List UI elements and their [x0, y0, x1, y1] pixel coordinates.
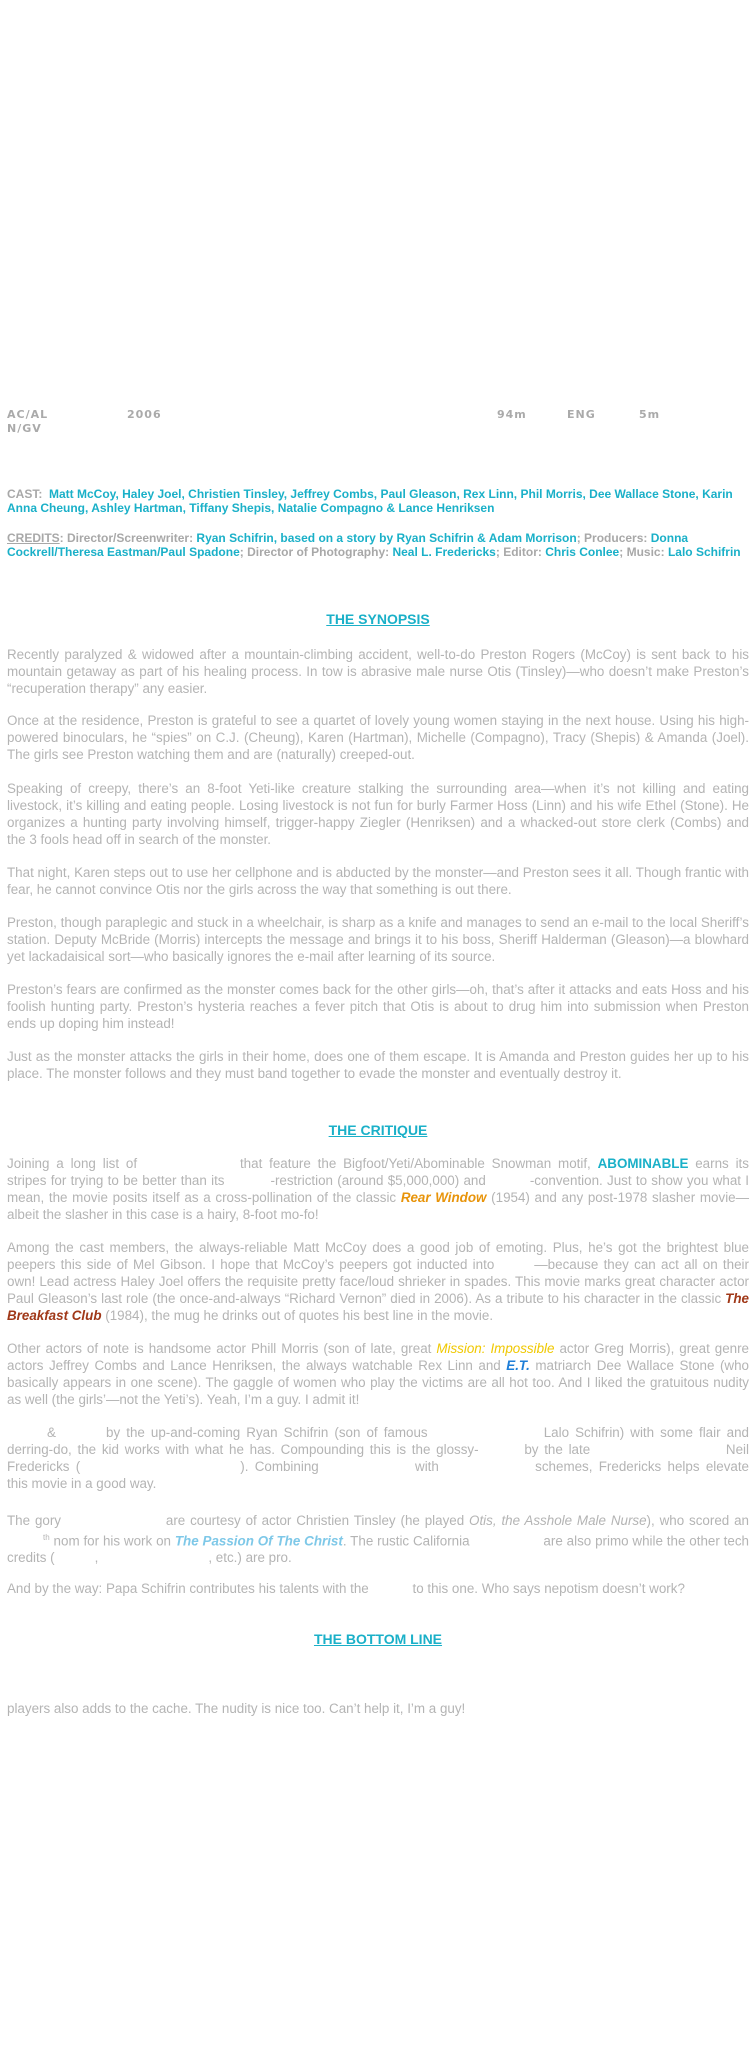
film-title-et: E.T.: [506, 1358, 530, 1373]
music-value: Lalo Schifrin: [667, 545, 741, 559]
language-label: ENG: [567, 408, 596, 421]
critique-paragraph: Other actors of note is handsome actor Phill Morris (son of late, great Mission: Impossible actor Greg Morris), great genre actors Jeffrey Combs and Lance Henriksen, the always watchable Rex Linn and E.T. matriarch Dee Wallace Stone (who basically appears in one scene). The gaggle of women who play the victims are all hot too. And I liked the gratuitous nudity as well (the girls’—not the Yeti’s). Yeah, I’m a guy. I admit it!: [7, 1341, 750, 1407]
synopsis-heading: THE SYNOPSIS: [326, 611, 430, 627]
critique-paragraph: The gory are courtesy of actor Christien Tinsley (he played Otis, the Asshole Male Nurse), who scored $an^{th}$ nom for his work on The Passion Of The Christ. The rustic California are also primo while the other tech credits ( , , etc.) are pro.: [7, 1513, 749, 1566]
bottom-line-paragraph: players also adds to the cache. The nudity is nice too. Can’t help it, I’m a guy!: [7, 1701, 466, 1716]
critique-heading: THE CRITIQUE: [328, 1122, 428, 1138]
director-label: Director/Screenwriter:: [67, 531, 194, 545]
year-label: 2006: [127, 408, 162, 421]
editor-label: Editor:: [503, 545, 542, 559]
runtime-label: 94m: [497, 408, 527, 421]
bottom-line-heading: THE BOTTOM LINE: [313, 1631, 443, 1647]
synopsis-paragraph: Preston’s fears are confirmed as the monster comes back for the other girls—oh, that’s after it attacks and eats Hoss and his foolish hunting party. Preston’s hysteria reaches a fever pitch that Otis is about to drug him into submission when Preston ends up doping him instead!: [7, 982, 749, 1031]
critique-paragraph: & by the up-and-coming Ryan Schifrin (son of famous Lalo Schifrin) with some flair and derring-do, the kid works with what he has. Compounding this is the glossy- by the late Neil Fredericks ( ). Combining with schemes, Fredericks helps elevate this movie in a good way.: [7, 1425, 749, 1491]
synopsis-paragraph: Speaking of creepy, there’s an 8-foot Yeti-like creature stalking the surrounding area—when it’s not killing and eating livestock, it’s killing and eating people. Losing livestock is not fun for burly Farmer Hoss (Linn) and his wife Ethel (Stone). He organizes a hunting party involving himself, trigger-happy Ziegler (Henriksen) and a whacked-out store clerk (Combs) and the 3 fools head off in search of the monster.: [7, 781, 749, 847]
rating-label: AC/AL: [7, 408, 49, 421]
credits-block: CREDITS: Director/Screenwriter: Ryan Schifrin, based on a story by Ryan Schifrin & Adam Morrison; Producers: Donna Cockrell/Theresa Eastman/Paul Spadone; Director of Photography: Neal L. Fredericks; Editor: Chris Conlee; Music: Lalo Schifrin: [7, 531, 741, 559]
film-title-breakfast-club: The Breakfast Club: [7, 1291, 749, 1323]
music-label: Music:: [626, 545, 665, 559]
film-title-rear-window: Rear Window: [400, 1190, 487, 1205]
rating-sub-label: N/GV: [7, 422, 42, 435]
synopsis-paragraph: Preston, though paraplegic and stuck in a wheelchair, is sharp as a knife and manages to send an e-mail to the local Sheriff’s station. Deputy McBride (Morris) intercepts the message and brings it to his boss, Sheriff Halderman (Gleason)—a blowhard yet lackadaisical sort—who basically ignores the e-mail after learning of its source.: [7, 915, 749, 964]
movie-meta-bar: [7, 408, 749, 448]
synopsis-paragraph: That night, Karen steps out to use her cellphone and is abducted by the monster—and Preston sees it all. Though frantic with fear, he cannot convince Otis nor the girls across the way that something is out there.: [7, 865, 749, 897]
film-title-mission-impossible: Mission: Impossible: [436, 1341, 555, 1356]
critique-paragraph: Among the cast members, the always-reliable Matt McCoy does a good job of emoting. Plus, he’s got the brightest blue peepers this side of Mel Gibson. I hope that McCoy’s peepers got inducted into —because they can act all on their own! Lead actress Haley Joel offers the requisite pretty face/loud shrieker in spades. This movie marks great character actor Paul Gleason’s last role (the once-and-always “Richard Vernon” died in 2006). As a tribute to his character in the classic The Breakfast Club (1984), the mug he drinks out of quotes his best line in the movie.: [7, 1240, 749, 1323]
producers-label: Producers:: [584, 531, 648, 545]
film-title-passion-of-the-christ: The Passion Of The Christ: [174, 1533, 343, 1549]
critique-paragraph: Joining a long list of that feature the Bigfoot/Yeti/Abominable Snowman motif, ABOMINABLE earns its stripes for trying to be better than its -restriction (around $5,000,000) and -convention. Just to show you what I mean, the movie posits itself as a cross-pollination of the classic Rear Window (1954) and any post-1978 slasher movie—albeit the slasher in this case is a hairy, 8-foot mo-fo!: [7, 1156, 750, 1222]
cast-block: [7, 487, 749, 515]
dop-label: Director of Photography:: [247, 545, 390, 559]
synopsis-paragraph: Recently paralyzed & widowed after a mountain-climbing accident, well-to-do Preston Rogers (McCoy) is sent back to his mountain getaway as part of his healing process. In tow is abrasive male nurse Otis (Tinsley)—who doesn’t make Preston’s “recuperation therapy” any easier.: [7, 647, 749, 696]
dop-value: Neal L. Fredericks: [392, 545, 496, 559]
film-title-abominable: ABOMINABLE: [597, 1156, 689, 1171]
cast-names: Matt McCoy, Haley Joel, Christien Tinsley, Jeffrey Combs, Paul Gleason, Rex Linn, Phil Morris, Dee Wallace Stone, Karin Anna Cheung, Ashley Hartman, Tiffany Shepis, Natalie Compagno & Lance Henriksen: [7, 487, 733, 515]
synopsis-paragraph: Just as the monster attacks the girls in their home, does one of them escape. It is Amanda and Preston guides her up to his place. The monster follows and they must band together to evade the monster and eventually destroy it.: [7, 1049, 749, 1081]
cast-label: CAST:: [7, 487, 43, 501]
synopsis-paragraph: Once at the residence, Preston is grateful to see a quartet of lovely young women staying in the next house. Using his high-powered binoculars, he “spies” on C.J. (Cheung), Karen (Hartman), Michelle (Compagno), Tracy (Shepis) & Amanda (Joel). The girls see Preston watching them and are (naturally) creeped-out.: [7, 713, 749, 762]
editor-value: Chris Conlee: [545, 545, 620, 559]
credits-label: CREDITS: [7, 531, 60, 545]
producers-value: Donna Cockrell/Theresa Eastman/Paul Spadone: [7, 531, 689, 559]
critique-paragraph: And by the way: Papa Schifrin contributes his talents with the to this one. Who says nepotism doesn’t work?: [7, 1581, 685, 1596]
director-value: Ryan Schifrin, based on a story by Ryan Schifrin & Adam Morrison: [196, 531, 577, 545]
size-label: 5m: [639, 408, 661, 421]
